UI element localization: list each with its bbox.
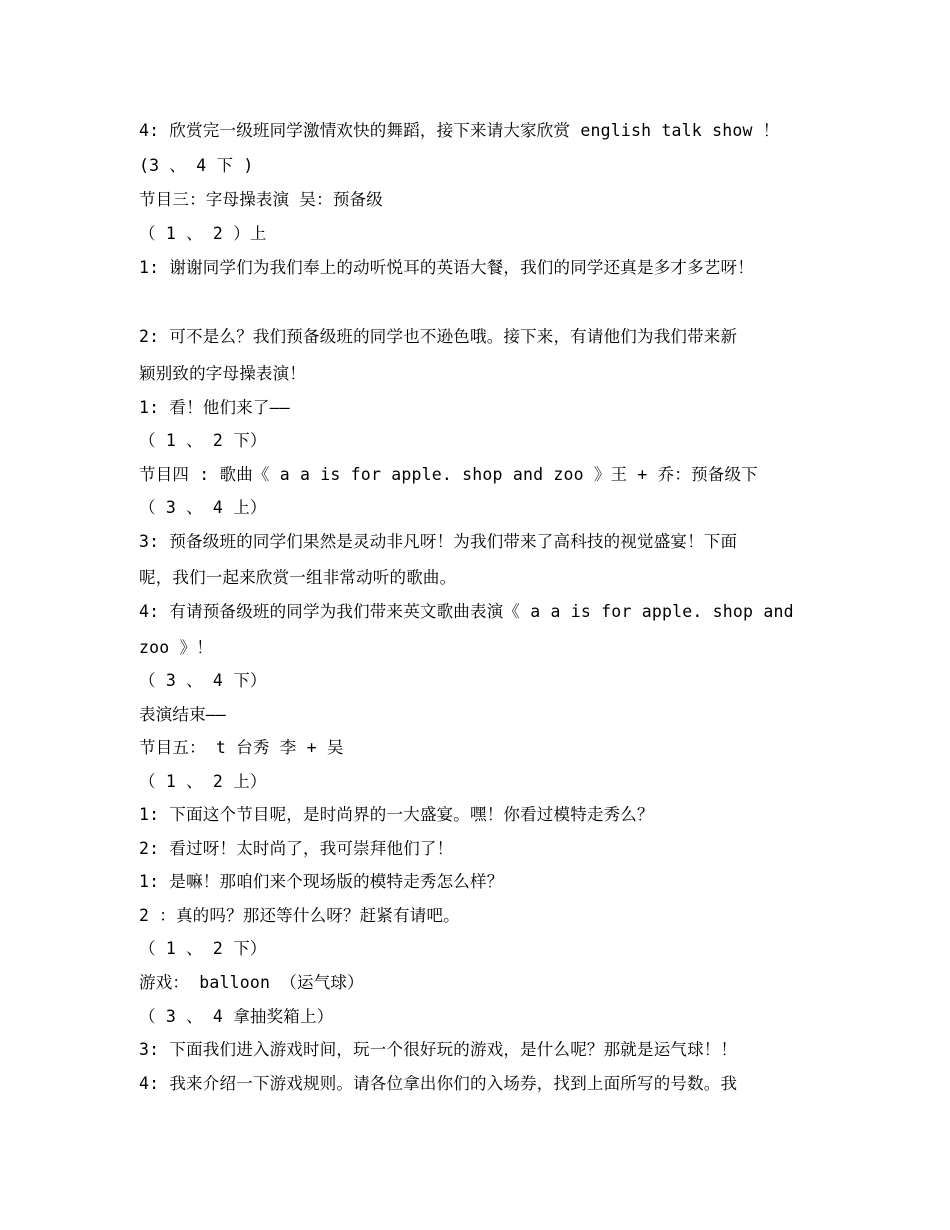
text-line: 节目四 : 歌曲《 a a is for apple. shop and zoo 》王 + 乔：预备级下 [139,465,758,484]
text-line: 2 ：真的吗？那还等什么呀？赶紧有请吧。 [139,906,460,925]
text-line: 2: 看过呀！太时尚了，我可崇拜他们了！ [139,839,454,858]
text-line: （ 1 、 2 下） [139,939,267,958]
text-line: （ 1 、 2 上） [139,772,267,791]
text-line: （ 3 、 4 拿抽奖箱上） [139,1007,334,1026]
text-line: (3 、 4 下 ) [139,156,254,175]
text-line: 1: 下面这个节目呢，是时尚界的一大盛宴。嘿！你看过模特走秀么？ [139,805,654,824]
text-line: 3: 下面我们进入游戏时间，玩一个很好玩的游戏，是什么呢？那就是运气球！！ [139,1040,738,1059]
text-line: 4: 有请预备级班的同学为我们带来英文歌曲表演《 a a is for apple. shop and [139,602,794,621]
text-line: 3: 预备级班的同学们果然是灵动非凡呀！为我们带来了高科技的视觉盛宴！下面 [139,532,738,551]
text-line: 1: 是嘛！那咱们来个现场版的模特走秀怎么样？ [139,872,504,891]
text-line: 4: 我来介绍一下游戏规则。请各位拿出你们的入场券，找到上面所写的号数。我 [139,1074,738,1093]
text-line: 1: 看！他们来了—— [139,398,290,417]
text-line: 颖别致的字母操表演！ [139,364,306,383]
text-line: （ 3 、 4 下） [139,671,267,690]
text-line: 4: 欣赏完一级班同学激情欢快的舞蹈，接下来请大家欣赏 english talk show ！ [139,121,780,140]
text-line: 节目五： t 台秀 李 + 吴 [139,738,344,757]
text-line: （ 1 、 2 下） [139,431,267,450]
text-line: 呢，我们一起来欣赏一组非常动听的歌曲。 [139,568,457,587]
text-line: 游戏： balloon （运气球） [139,973,364,992]
text-line: （ 1 、 2 ）上 [139,224,267,243]
text-line: 节目三：字母操表演 吴：预备级 [139,190,383,209]
text-line: 2: 可不是么？我们预备级班的同学也不逊色哦。接下来，有请他们为我们带来新 [139,327,738,346]
text-line: （ 3 、 4 上） [139,498,267,517]
text-line: 1: 谢谢同学们为我们奉上的动听悦耳的英语大餐，我们的同学还真是多才多艺呀！ [139,258,754,277]
text-line: zoo 》！ [139,638,213,657]
text-line: 表演结束—— [139,705,227,724]
